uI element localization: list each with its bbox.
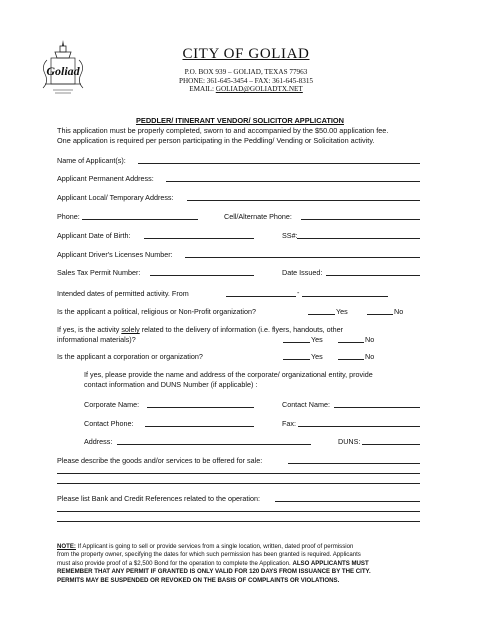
references-field[interactable] (275, 501, 420, 502)
solely-question-part-a: If yes, is the activity (57, 325, 122, 334)
nonprofit-yes-label: Yes (336, 307, 348, 316)
contact-name-label: Contact Name: (282, 400, 330, 409)
note-line-1-text: If Applicant is going to sell or provide services from a single location, written, dated proof of permission (75, 543, 354, 550)
nonprofit-yes-blank[interactable] (308, 314, 335, 315)
goods-services-line-3[interactable] (57, 483, 420, 484)
note-block (57, 543, 371, 585)
corporate-instruction-1: If yes, please provide the name and address of the corporate/ organizational entity, provide (84, 370, 373, 379)
permanent-address-label: Applicant Permanent Address: (57, 174, 154, 183)
applicant-name-label: Name of Applicant(s): (57, 156, 126, 165)
date-issued-label: Date Issued: (282, 268, 323, 277)
corporate-name-label: Corporate Name: (84, 400, 140, 409)
dl-number-field[interactable] (185, 257, 420, 258)
corporation-yes-label: Yes (311, 352, 323, 361)
note-line-2: from the property owner, specifying the dates for which such permission has been granted is required. Applicants (57, 551, 361, 559)
city-email-line (12, 85, 480, 94)
intro-line-1: This application must be properly completed, sworn to and accompanied by the $50.00 application fee. (57, 126, 389, 135)
city-title: CITY OF GOLIAD (182, 46, 310, 62)
contact-phone-field[interactable] (145, 426, 254, 427)
solely-no-label: No (365, 335, 375, 344)
city-email-link[interactable]: GOLIAD@GOLIADTX.NET (215, 85, 303, 93)
note-line-3-text: must also provide proof of a $2,500 Bond for the operation to complete the Application. (57, 559, 293, 567)
solely-yes-label: Yes (311, 335, 323, 344)
goods-services-label: Please describe the goods and/or services to be offered for sale: (57, 456, 263, 465)
note-line-1 (57, 543, 371, 551)
corporate-name-field[interactable] (147, 407, 254, 408)
goods-services-field[interactable] (288, 463, 420, 464)
corporate-instruction-2: contact information and DUNS Number (if applicable) : (84, 379, 258, 389)
applicant-name-field[interactable] (138, 163, 420, 164)
dl-number-label: Applicant Driver's Licenses Number: (57, 250, 173, 259)
corporate-address-field[interactable] (117, 444, 311, 445)
nonprofit-question: Is the applicant a political, religious or Non-Profit organization? (57, 307, 256, 316)
solely-yes-blank[interactable] (283, 342, 310, 343)
intended-dates-label: Intended dates of permitted activity. From (57, 289, 189, 298)
duns-field[interactable] (362, 444, 420, 445)
references-label: Please list Bank and Credit References related to the operation: (57, 494, 260, 503)
permanent-address-field[interactable] (166, 181, 420, 182)
note-line-3 (57, 560, 371, 568)
solely-question-part-b: related to the delivery of information (i.e. flyers, handouts, other (139, 325, 344, 334)
references-line-2[interactable] (57, 511, 420, 512)
contact-name-field[interactable] (334, 407, 420, 408)
solely-no-blank[interactable] (338, 342, 364, 343)
cell-phone-label: Cell/Alternate Phone: (224, 212, 292, 221)
tax-permit-field[interactable] (150, 275, 254, 276)
ssn-label: SS#: (282, 231, 298, 240)
corporation-yes-blank[interactable] (283, 359, 310, 360)
solely-question-line-1 (57, 325, 343, 334)
solely-word: solely (121, 325, 140, 334)
phone-field[interactable] (82, 219, 198, 220)
city-phone-fax: PHONE: 361-645-3454 – FAX: 361-645-8315 (178, 76, 314, 85)
note-line-5: PERMITS MAY BE SUSPENDED OR REVOKED ON THE BASIS OF COMPLAINTS OR VIOLATIONS. (57, 576, 340, 584)
duns-label: DUNS: (338, 437, 361, 446)
date-from-field[interactable] (226, 296, 296, 297)
nonprofit-no-label: No (394, 307, 404, 316)
corporation-no-label: No (365, 352, 375, 361)
solely-question-line-2: informational materials)? (57, 335, 136, 344)
note-label: NOTE: (57, 543, 76, 550)
form-title: PEDDLER/ ITINERANT VENDOR/ SOLICITOR APPLICATION (135, 116, 345, 125)
note-line-3-bold: ALSO APPLICANTS MUST (292, 559, 369, 567)
logo-script-text: Goliad (46, 64, 80, 78)
email-label: EMAIL: (189, 85, 216, 93)
references-line-3[interactable] (57, 521, 420, 522)
intro-line-2: One application is required per person participating in the Peddling/ Vending or Solicitation activity. (57, 135, 375, 145)
contact-phone-label: Contact Phone: (84, 419, 134, 428)
corporation-no-blank[interactable] (338, 359, 364, 360)
local-address-label: Applicant Local/ Temporary Address: (57, 193, 174, 202)
dob-field[interactable] (144, 238, 254, 239)
ssn-field[interactable] (297, 238, 420, 239)
nonprofit-no-blank[interactable] (367, 314, 393, 315)
tax-permit-label: Sales Tax Permit Number: (57, 268, 141, 277)
fax-label: Fax: (282, 419, 296, 428)
note-line-4: REMEMBER THAT ANY PERMIT IF GRANTED IS ONLY VALID FOR 120 DAYS FROM ISSUANCE BY THE CITY. (57, 568, 371, 576)
corporation-question: Is the applicant a corporation or organization? (57, 352, 203, 361)
date-range-dash: - (297, 288, 300, 297)
cell-phone-field[interactable] (301, 219, 420, 220)
local-address-field[interactable] (187, 200, 420, 201)
dob-label: Applicant Date of Birth: (57, 231, 131, 240)
city-address: P.O. BOX 939 – GOLIAD, TEXAS 77963 (184, 68, 308, 76)
goods-services-line-2[interactable] (57, 473, 420, 474)
date-issued-field[interactable] (326, 275, 420, 276)
corporate-address-label: Address: (84, 437, 113, 446)
date-to-field[interactable] (302, 296, 388, 297)
fax-field[interactable] (298, 426, 420, 427)
phone-label: Phone: (57, 212, 80, 221)
